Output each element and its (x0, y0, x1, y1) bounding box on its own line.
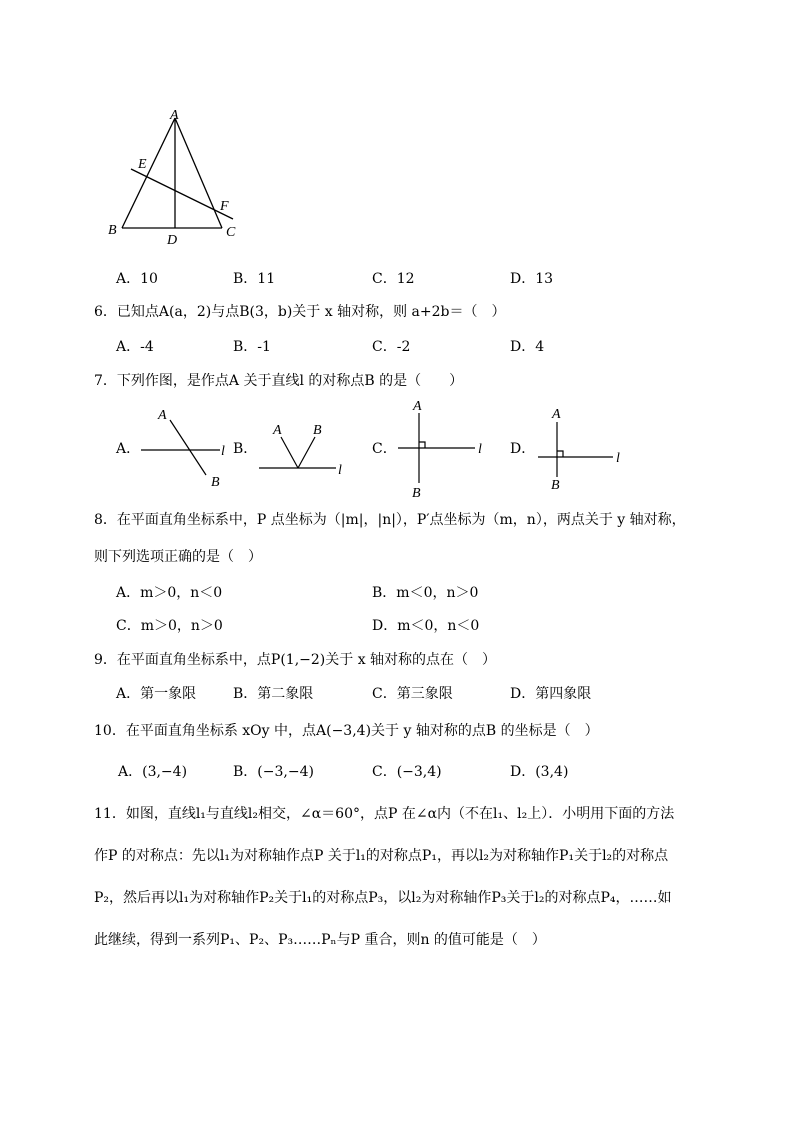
q9-stem: 9．在平面直角坐标系中，点P(1,−2)关于 x 轴对称的点在（ ） (94, 652, 497, 668)
q6-option-d[interactable]: D．4 (510, 339, 545, 355)
q7c-label-l: l (478, 442, 482, 457)
q7-stem: 7．下列作图，是作点A 关于直线l 的对称点B 的是（ ） (94, 373, 464, 389)
q9-option-d[interactable]: D．第四象限 (510, 686, 592, 702)
q7a-label-b: B (211, 475, 220, 490)
q11-line-1: 11．如图，直线l₁与直线l₂相交，∠α＝60°，点P 在∠α内（不在l₁、l₂上）．小明用下面的方法 (94, 806, 675, 822)
q7b-label-a: A (273, 423, 282, 438)
q10-option-b[interactable]: B．(−3,−4) (233, 764, 314, 780)
q5-option-d[interactable]: D．13 (510, 271, 554, 287)
q10-option-a[interactable]: A．(3,−4) (118, 764, 188, 780)
q7-figure-d (530, 400, 635, 495)
q8-option-d[interactable]: D．m＜0，n＜0 (372, 618, 480, 634)
q7b-label-l: l (338, 463, 342, 478)
q7-option-b[interactable]: B． (233, 441, 258, 457)
q9-option-c[interactable]: C．第三象限 (372, 686, 453, 702)
q6-option-b[interactable]: B．-1 (233, 339, 271, 355)
q10-option-c[interactable]: C．(−3,4) (372, 764, 442, 780)
q8-option-c[interactable]: C．m＞0，n＞0 (116, 618, 223, 634)
label-A: A (170, 108, 179, 123)
q7b-label-b: B (313, 423, 322, 438)
q6-stem: 6．已知点A(a，2)与点B(3，b)关于 x 轴对称，则 a+2b＝（ ） (94, 304, 506, 320)
q5-option-a[interactable]: A．10 (116, 271, 158, 287)
q11-line-4: 此继续，得到一系列P₁、P₂、P₃……Pₙ与P 重合，则n 的值可能是（ ） (94, 932, 546, 948)
q7a-label-l: l (221, 444, 225, 459)
q7c-label-b: B (412, 486, 421, 500)
q7-option-a[interactable]: A． (116, 441, 141, 457)
q7a-label-a: A (158, 408, 167, 423)
q5-option-b[interactable]: B．11 (233, 271, 276, 287)
q8-option-b[interactable]: B．m＜0，n＞0 (372, 585, 479, 601)
q6-option-a[interactable]: A．-4 (116, 339, 154, 355)
q9-option-a[interactable]: A．第一象限 (116, 686, 197, 702)
q7-option-d[interactable]: D． (510, 441, 536, 457)
q6-option-c[interactable]: C．-2 (372, 339, 411, 355)
q7-option-c[interactable]: C． (372, 441, 397, 457)
q5-option-c[interactable]: C．12 (372, 271, 415, 287)
q8-stem-line2: 则下列选项正确的是（ ） (94, 549, 262, 565)
label-F: F (220, 199, 229, 214)
label-B: B (108, 223, 117, 238)
label-D: D (167, 233, 178, 248)
q10-option-d[interactable]: D．(3,4) (510, 764, 569, 780)
q7-figure-a (130, 400, 240, 495)
q7-figure-b (250, 410, 360, 480)
q7c-label-a: A (413, 399, 422, 414)
q11-line-3: P₂，然后再以l₁为对称轴作P₂关于l₁的对称点P₃，以l₂为对称轴作P₃关于l₂的对称点P₄，……如 (94, 890, 672, 906)
triangle-figure (100, 100, 250, 250)
q9-option-b[interactable]: B．第二象限 (233, 686, 314, 702)
label-C: C (226, 225, 236, 240)
q7d-label-a: A (552, 407, 561, 422)
q10-stem: 10．在平面直角坐标系 xOy 中，点A(−3,4)关于 y 轴对称的点B 的坐标是（ ） (94, 723, 599, 739)
q7d-label-b: B (551, 478, 560, 493)
label-E: E (138, 157, 147, 172)
q8-stem: 8．在平面直角坐标系中，P 点坐标为（|m|，|n|），P′点坐标为（m，n），两点关于 y 轴对称， (94, 512, 686, 528)
q8-option-a[interactable]: A．m＞0，n＜0 (116, 585, 223, 601)
q7-figure-c (390, 395, 490, 500)
q11-line-2: 作P 的对称点：先以l₁为对称轴作点P 关于l₁的对称点P₁，再以l₂为对称轴作P₁关于l₂的对称点 (94, 848, 669, 864)
q7d-label-l: l (616, 451, 620, 466)
